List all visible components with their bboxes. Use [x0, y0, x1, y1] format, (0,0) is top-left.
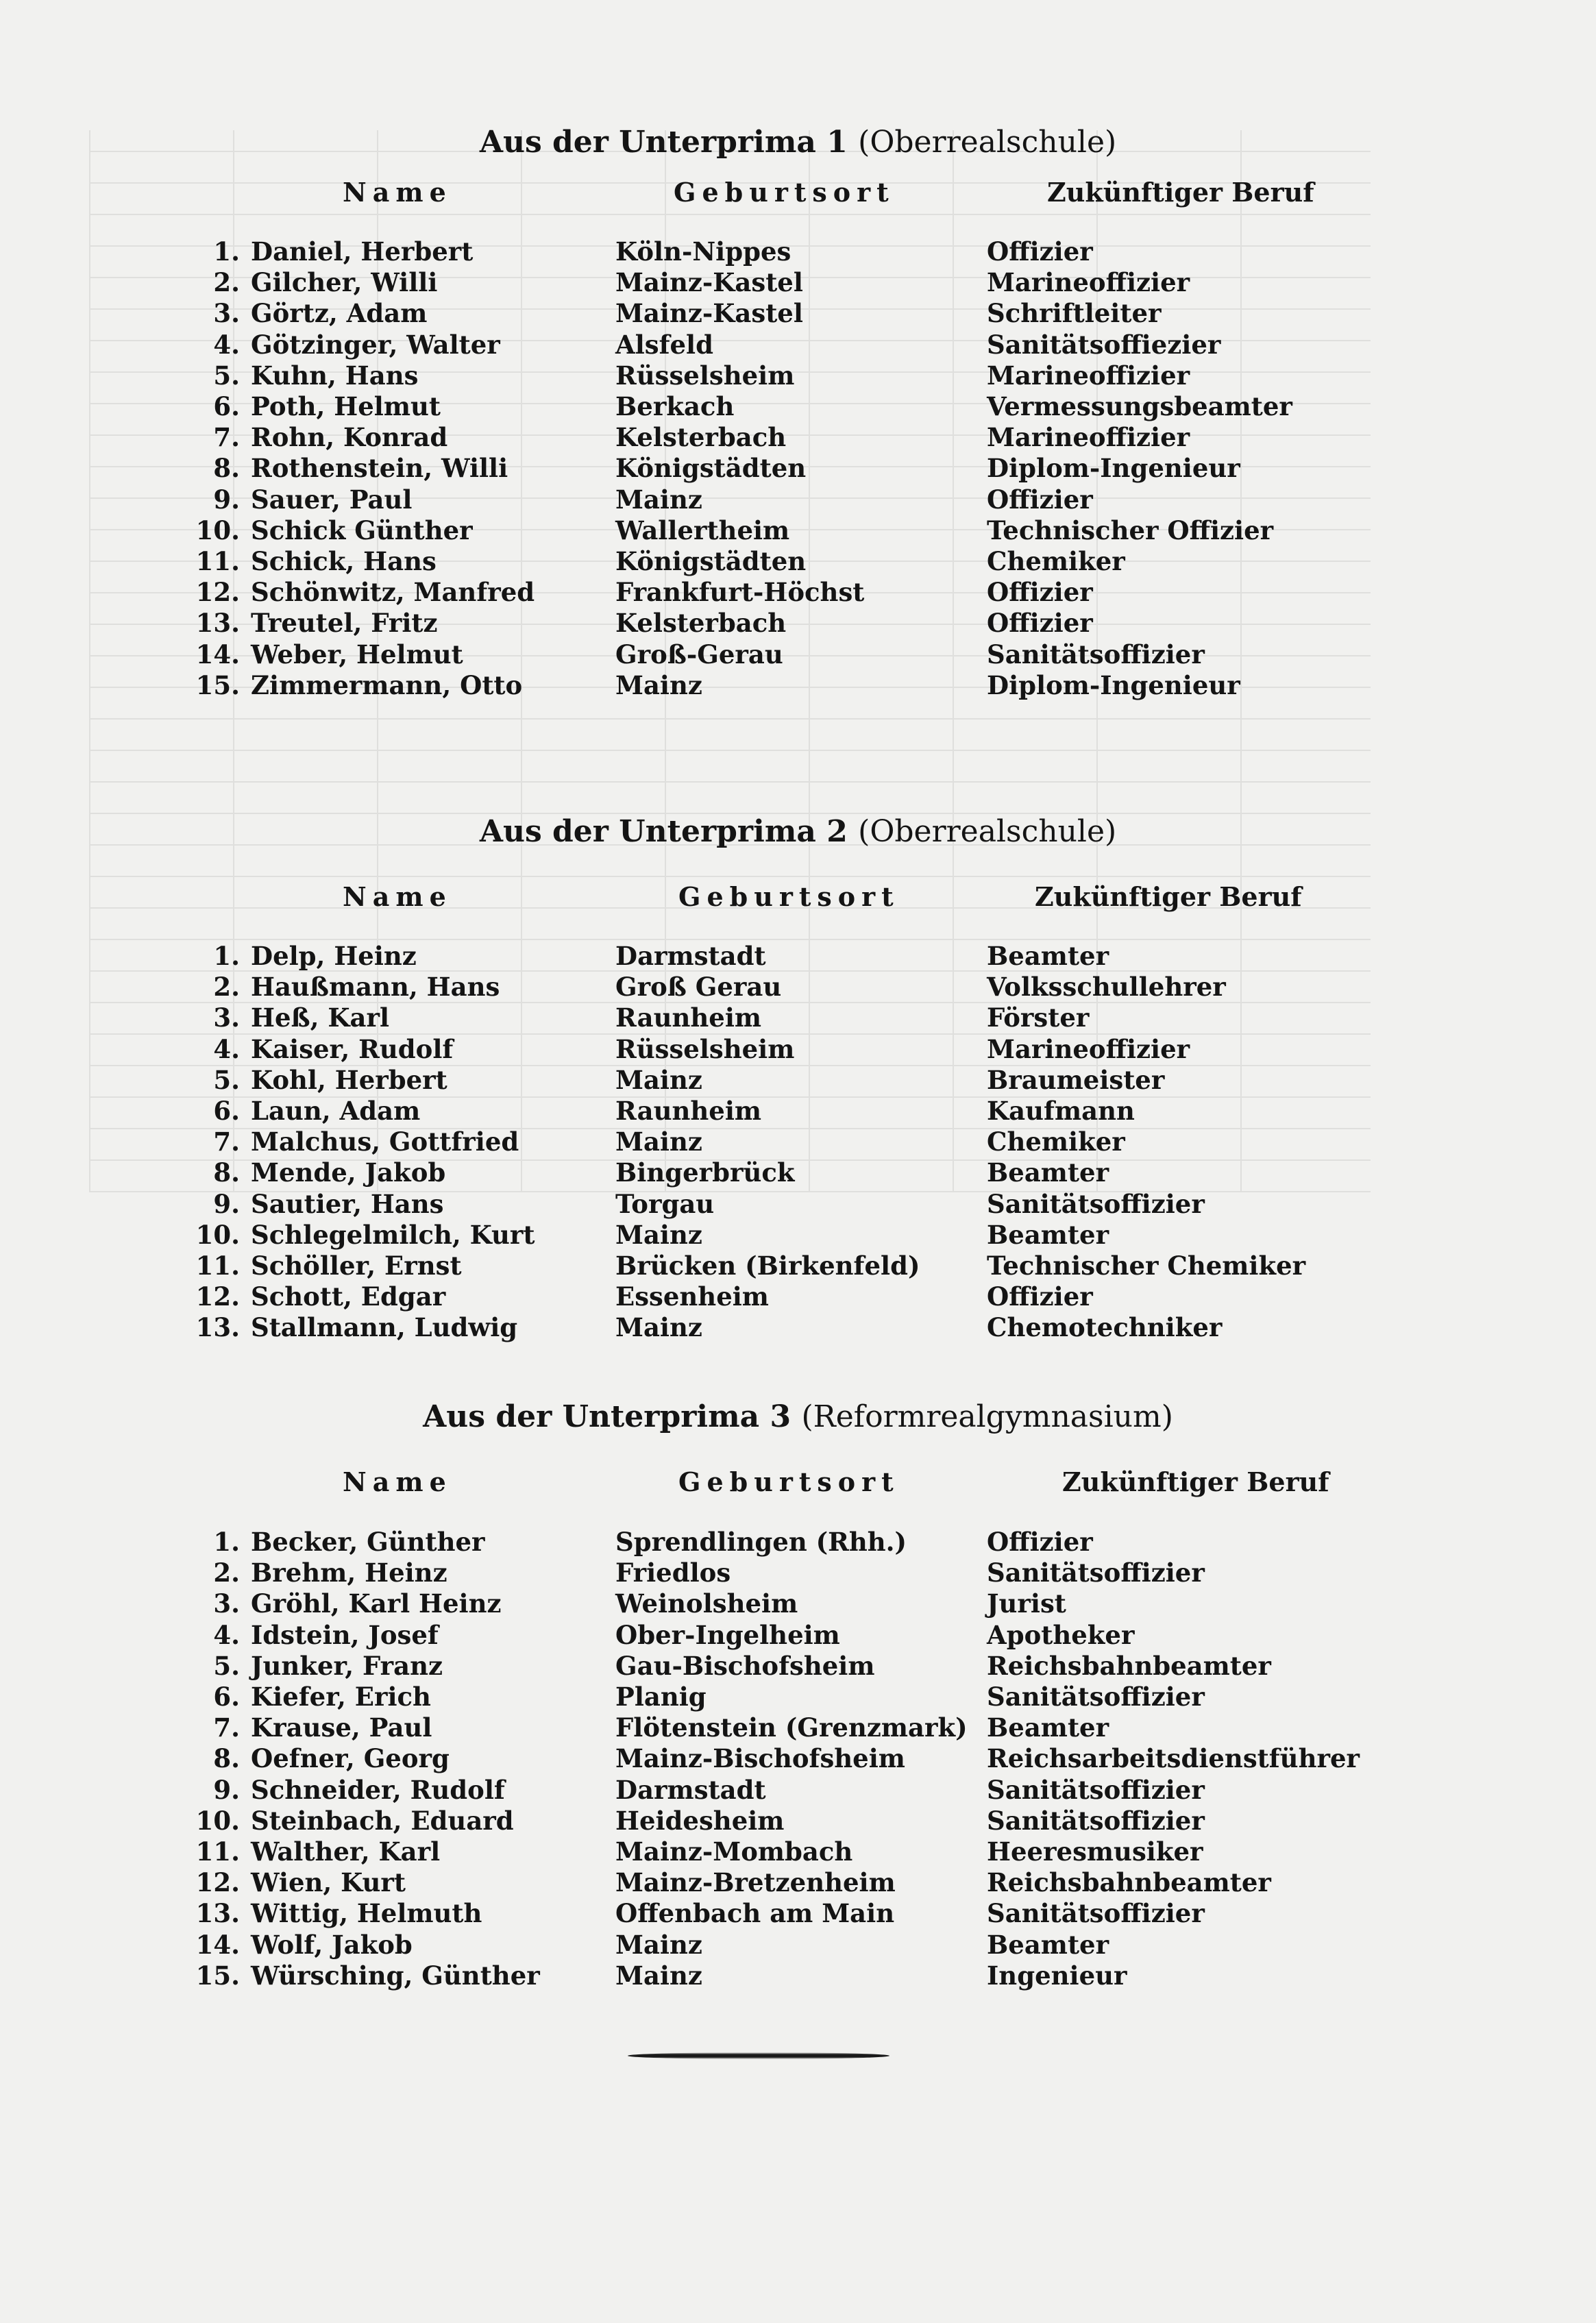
student-career: Beamter: [987, 941, 1109, 971]
student-name: Oefner, Georg: [251, 1743, 450, 1773]
student-name: Sautier, Hans: [251, 1189, 444, 1219]
row-number: 6.: [213, 1682, 240, 1712]
student-name: Daniel, Herbert: [251, 236, 474, 267]
student-career: Offizier: [987, 608, 1093, 638]
student-career: Offizier: [987, 484, 1093, 515]
student-name: Kiefer, Erich: [251, 1682, 431, 1712]
student-career: Beamter: [987, 1930, 1109, 1960]
student-name: Haußmann, Hans: [251, 972, 500, 1002]
student-row: [0, 1588, 1596, 1619]
student-career: Marineoffizier: [987, 1034, 1190, 1064]
student-birthplace: Mainz: [615, 1961, 702, 1991]
row-number: 5.: [213, 360, 240, 391]
column-header-name: Name: [343, 881, 452, 912]
student-name: Gröhl, Karl Heinz: [251, 1588, 502, 1619]
student-row: [0, 1712, 1596, 1743]
student-name: Malchus, Gottfried: [251, 1127, 519, 1157]
row-number: 8.: [213, 1157, 240, 1188]
section-3-title: [0, 1399, 1596, 1434]
student-career: Sanitätsoffizier: [987, 1189, 1205, 1219]
student-birthplace: Mainz-Kastel: [615, 298, 803, 328]
student-name: Schönwitz, Manfred: [251, 577, 535, 607]
row-number: 4.: [213, 330, 240, 360]
student-career: Vermessungsbeamter: [987, 391, 1292, 421]
student-career: Marineoffizier: [987, 422, 1190, 452]
student-row: [0, 1898, 1596, 1929]
row-number: 10.: [195, 1220, 240, 1250]
student-birthplace: Friedlos: [615, 1558, 731, 1588]
row-number: 5.: [213, 1065, 240, 1095]
student-birthplace: Rüsselsheim: [615, 1034, 795, 1064]
student-name: Heß, Karl: [251, 1003, 390, 1033]
student-name: Rothenstein, Willi: [251, 453, 508, 483]
student-birthplace: Raunheim: [615, 1003, 762, 1033]
student-name: Steinbach, Eduard: [251, 1806, 514, 1836]
student-row: [0, 1065, 1596, 1096]
row-number: 8.: [213, 1743, 240, 1773]
column-header-name: Name: [343, 177, 452, 208]
student-row: [0, 577, 1596, 608]
student-row: [0, 1127, 1596, 1157]
student-row: [0, 1312, 1596, 1343]
row-number: 15.: [195, 1961, 240, 1991]
row-number: 13.: [195, 608, 240, 638]
student-birthplace: Sprendlingen (Rhh.): [615, 1527, 907, 1557]
student-birthplace: Gau-Bischofsheim: [615, 1651, 875, 1681]
student-birthplace: Mainz: [615, 484, 702, 515]
student-row: [0, 298, 1596, 329]
student-name: Götzinger, Walter: [251, 330, 500, 360]
student-row: [0, 1558, 1596, 1588]
student-career: Marineoffizier: [987, 360, 1190, 391]
student-name: Schick Günther: [251, 515, 473, 545]
student-name: Walther, Karl: [251, 1836, 441, 1867]
student-name: Kuhn, Hans: [251, 360, 419, 391]
student-career: Beamter: [987, 1712, 1109, 1743]
section-title-text: Aus der Unterprima 3: [423, 1399, 791, 1434]
student-birthplace: Raunheim: [615, 1096, 762, 1126]
row-number: 3.: [213, 1003, 240, 1033]
row-number: 14.: [195, 1930, 240, 1960]
column-header-name: Name: [343, 1466, 452, 1497]
student-row: [0, 1034, 1596, 1065]
student-name: Schott, Edgar: [251, 1281, 446, 1312]
student-career: Volksschullehrer: [987, 972, 1226, 1002]
student-birthplace: Groß Gerau: [615, 972, 782, 1002]
student-career: Beamter: [987, 1220, 1109, 1250]
row-number: 11.: [195, 1251, 240, 1281]
student-name: Schlegelmilch, Kurt: [251, 1220, 535, 1250]
section-1-title: [0, 125, 1596, 160]
column-header-birthplace: Geburtsort: [678, 1466, 900, 1497]
student-career: Diplom-Ingenieur: [987, 453, 1240, 483]
student-name: Krause, Paul: [251, 1712, 432, 1743]
student-career: Ingenieur: [987, 1961, 1127, 1991]
student-birthplace: Heidesheim: [615, 1806, 785, 1836]
student-birthplace: Alsfeld: [615, 330, 713, 360]
section-subtitle: (Oberrealschule): [858, 125, 1117, 160]
row-number: 9.: [213, 484, 240, 515]
row-number: 13.: [195, 1898, 240, 1928]
student-row: [0, 1867, 1596, 1898]
student-birthplace: Kelsterbach: [615, 608, 787, 638]
student-birthplace: Köln-Nippes: [615, 236, 791, 267]
student-birthplace: Bingerbrück: [615, 1157, 795, 1188]
row-number: 4.: [213, 1034, 240, 1064]
student-career: Offizier: [987, 1527, 1093, 1557]
student-career: Diplom-Ingenieur: [987, 670, 1240, 700]
student-birthplace: Darmstadt: [615, 1775, 766, 1805]
student-birthplace: Mainz-Mombach: [615, 1836, 853, 1867]
row-number: 12.: [195, 1281, 240, 1312]
student-name: Zimmermann, Otto: [251, 670, 523, 700]
row-number: 11.: [195, 1836, 240, 1867]
student-row: [0, 422, 1596, 453]
student-name: Schöller, Ernst: [251, 1251, 462, 1281]
student-name: Idstein, Josef: [251, 1620, 439, 1650]
row-number: 11.: [195, 546, 240, 576]
student-career: Heeresmusiker: [987, 1836, 1203, 1867]
student-birthplace: Mainz-Bretzenheim: [615, 1867, 896, 1897]
student-row: [0, 1743, 1596, 1774]
student-birthplace: Wallertheim: [615, 515, 790, 545]
row-number: 7.: [213, 1127, 240, 1157]
student-row: [0, 1189, 1596, 1220]
student-name: Schick, Hans: [251, 546, 437, 576]
student-career: Reichsbahnbeamter: [987, 1651, 1271, 1681]
column-header-career: Zukünftiger Beruf: [1035, 881, 1302, 912]
student-name: Stallmann, Ludwig: [251, 1312, 518, 1342]
row-number: 7.: [213, 422, 240, 452]
student-name: Gilcher, Willi: [251, 267, 438, 297]
student-name: Delp, Heinz: [251, 941, 417, 971]
student-birthplace: Groß-Gerau: [615, 639, 783, 669]
student-birthplace: Mainz-Kastel: [615, 267, 803, 297]
student-career: Beamter: [987, 1157, 1109, 1188]
student-career: Chemotechniker: [987, 1312, 1223, 1342]
student-name: Brehm, Heinz: [251, 1558, 447, 1588]
section-subtitle: (Reformrealgymnasium): [801, 1399, 1173, 1434]
student-name: Schneider, Rudolf: [251, 1775, 505, 1805]
student-career: Marineoffizier: [987, 267, 1190, 297]
student-name: Becker, Günther: [251, 1527, 485, 1557]
student-name: Weber, Helmut: [251, 639, 463, 669]
student-birthplace: Brücken (Birkenfeld): [615, 1251, 920, 1281]
student-name: Kaiser, Rudolf: [251, 1034, 454, 1064]
student-birthplace: Frankfurt-Höchst: [615, 577, 865, 607]
student-career: Kaufmann: [987, 1096, 1135, 1126]
student-career: Sanitätsoffizier: [987, 1806, 1205, 1836]
student-row: [0, 546, 1596, 577]
student-career: Sanitätsoffizier: [987, 1682, 1205, 1712]
student-row: [0, 1930, 1596, 1961]
student-birthplace: Mainz: [615, 1127, 702, 1157]
column-header-birthplace: Geburtsort: [674, 177, 895, 208]
student-career: Sanitätsoffizier: [987, 1558, 1205, 1588]
student-name: Görtz, Adam: [251, 298, 428, 328]
student-career: Braumeister: [987, 1065, 1165, 1095]
student-birthplace: Weinolsheim: [615, 1588, 798, 1619]
column-header-birthplace: Geburtsort: [678, 881, 900, 912]
student-row: [0, 391, 1596, 422]
row-number: 7.: [213, 1712, 240, 1743]
student-row: [0, 1096, 1596, 1127]
row-number: 3.: [213, 298, 240, 328]
row-number: 5.: [213, 1651, 240, 1681]
row-number: 9.: [213, 1189, 240, 1219]
student-birthplace: Königstädten: [615, 453, 807, 483]
student-career: Sanitätsoffizier: [987, 1775, 1205, 1805]
student-birthplace: Darmstadt: [615, 941, 766, 971]
student-birthplace: Offenbach am Main: [615, 1898, 895, 1928]
closing-divider: [628, 2052, 889, 2059]
row-number: 1.: [213, 1527, 240, 1557]
student-career: Offizier: [987, 577, 1093, 607]
student-row: [0, 1620, 1596, 1651]
student-birthplace: Mainz: [615, 1930, 702, 1960]
student-row: [0, 1775, 1596, 1806]
row-number: 9.: [213, 1775, 240, 1805]
student-name: Wittig, Helmuth: [251, 1898, 482, 1928]
row-number: 8.: [213, 453, 240, 483]
row-number: 2.: [213, 1558, 240, 1588]
student-row: [0, 1281, 1596, 1312]
student-row: [0, 267, 1596, 298]
student-birthplace: Planig: [615, 1682, 707, 1712]
student-row: [0, 1682, 1596, 1712]
student-birthplace: Flötenstein (Grenzmark): [615, 1712, 968, 1743]
student-name: Rohn, Konrad: [251, 422, 448, 452]
student-birthplace: Torgau: [615, 1189, 715, 1219]
student-career: Reichsarbeitsdienstführer: [987, 1743, 1360, 1773]
row-number: 15.: [195, 670, 240, 700]
student-name: Mende, Jakob: [251, 1157, 446, 1188]
student-row: [0, 941, 1596, 972]
section-title-text: Aus der Unterprima 1: [479, 125, 848, 160]
student-career: Sanitätsoffiezier: [987, 330, 1221, 360]
student-name: Würsching, Günther: [251, 1961, 540, 1991]
row-number: 6.: [213, 1096, 240, 1126]
row-number: 13.: [195, 1312, 240, 1342]
student-row: [0, 453, 1596, 484]
student-birthplace: Mainz: [615, 1065, 702, 1095]
student-row: [0, 1961, 1596, 1991]
row-number: 10.: [195, 515, 240, 545]
student-row: [0, 1836, 1596, 1867]
student-row: [0, 484, 1596, 515]
column-header-career: Zukünftiger Beruf: [1062, 1466, 1329, 1497]
student-row: [0, 1003, 1596, 1033]
row-number: 2.: [213, 972, 240, 1002]
row-number: 10.: [195, 1806, 240, 1836]
row-number: 6.: [213, 391, 240, 421]
student-row: [0, 330, 1596, 360]
student-row: [0, 1651, 1596, 1682]
column-header-career: Zukünftiger Beruf: [1047, 177, 1314, 208]
student-name: Wolf, Jakob: [251, 1930, 413, 1960]
student-career: Chemiker: [987, 546, 1125, 576]
student-birthplace: Rüsselsheim: [615, 360, 795, 391]
student-career: Reichsbahnbeamter: [987, 1867, 1271, 1897]
student-birthplace: Mainz: [615, 1312, 702, 1342]
section-title-text: Aus der Unterprima 2: [479, 814, 848, 849]
student-row: [0, 1157, 1596, 1188]
student-career: Förster: [987, 1003, 1090, 1033]
row-number: 1.: [213, 941, 240, 971]
row-number: 3.: [213, 1588, 240, 1619]
student-row: [0, 1527, 1596, 1558]
student-name: Laun, Adam: [251, 1096, 421, 1126]
student-birthplace: Berkach: [615, 391, 735, 421]
student-career: Technischer Chemiker: [987, 1251, 1306, 1281]
student-birthplace: Mainz: [615, 670, 702, 700]
student-career: Apotheker: [987, 1620, 1135, 1650]
student-name: Junker, Franz: [251, 1651, 443, 1681]
student-row: [0, 639, 1596, 670]
student-row: [0, 670, 1596, 701]
student-row: [0, 1220, 1596, 1251]
student-row: [0, 972, 1596, 1003]
student-birthplace: Mainz: [615, 1220, 702, 1250]
row-number: 12.: [195, 577, 240, 607]
row-number: 14.: [195, 639, 240, 669]
section-2-title: [0, 814, 1596, 849]
student-row: [0, 608, 1596, 639]
row-number: 1.: [213, 236, 240, 267]
student-row: [0, 1806, 1596, 1836]
student-career: Technischer Offizier: [987, 515, 1274, 545]
student-career: Jurist: [987, 1588, 1066, 1619]
student-row: [0, 236, 1596, 267]
student-birthplace: Königstädten: [615, 546, 807, 576]
row-number: 12.: [195, 1867, 240, 1897]
row-number: 4.: [213, 1620, 240, 1650]
student-name: Sauer, Paul: [251, 484, 413, 515]
student-career: Sanitätsoffizier: [987, 1898, 1205, 1928]
student-career: Schriftleiter: [987, 298, 1162, 328]
student-row: [0, 360, 1596, 391]
student-career: Offizier: [987, 236, 1093, 267]
student-name: Poth, Helmut: [251, 391, 441, 421]
student-row: [0, 1251, 1596, 1281]
student-birthplace: Ober-Ingelheim: [615, 1620, 840, 1650]
student-birthplace: Kelsterbach: [615, 422, 787, 452]
student-career: Sanitätsoffizier: [987, 639, 1205, 669]
student-birthplace: Essenheim: [615, 1281, 769, 1312]
student-name: Kohl, Herbert: [251, 1065, 447, 1095]
student-career: Chemiker: [987, 1127, 1125, 1157]
student-career: Offizier: [987, 1281, 1093, 1312]
student-name: Treutel, Fritz: [251, 608, 438, 638]
student-row: [0, 515, 1596, 546]
student-name: Wien, Kurt: [251, 1867, 406, 1897]
student-birthplace: Mainz-Bischofsheim: [615, 1743, 905, 1773]
row-number: 2.: [213, 267, 240, 297]
section-subtitle: (Oberrealschule): [858, 814, 1117, 849]
